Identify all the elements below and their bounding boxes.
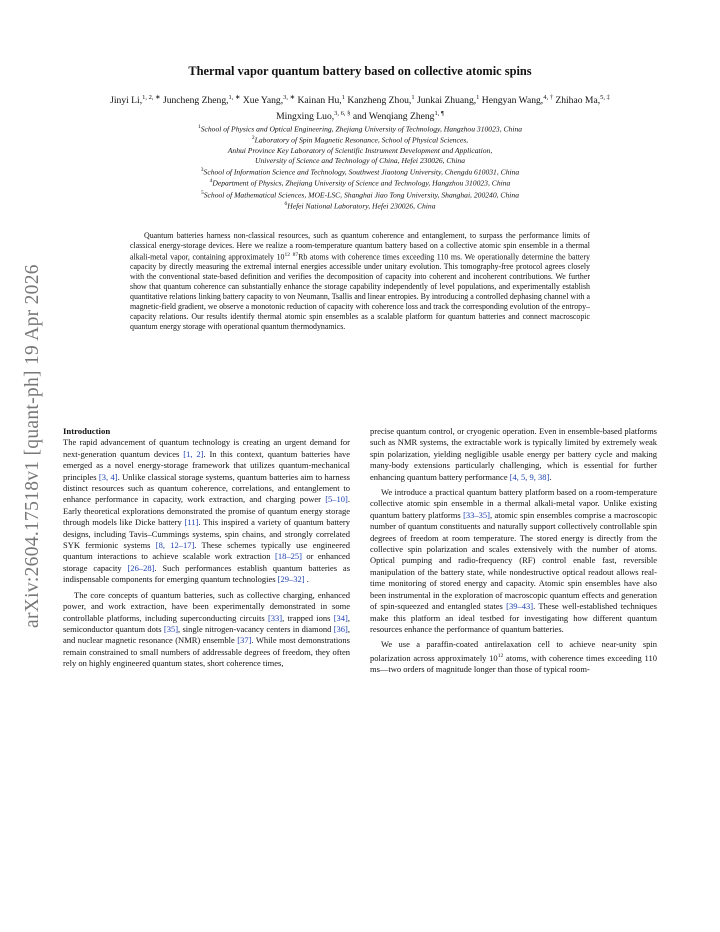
author-name: Zhihao Ma,: [555, 95, 601, 107]
author-name: Juncheng Zheng,: [162, 95, 229, 107]
abstract-text-2: Rb atoms with coherence times exceeding 110 ms. We operationally determine the battery capacity by directly measuring the extremal internal energies accessible under unitary evolution. This tomography-free protocol agrees closely with the conventional state-based definition and verifies the decomposition of capacity into coherent and incoherent contributions. We further show that quantum coherence can substantially enhance the storage capability independently of level populations, and experimentally establish quantitative relations linking battery capacity to von Neumann, Tsallis and linear entropies. By introducing a controlled dephasing channel with a magnetic-field gradient, we observe a monotonic reduction of capacity with coherence loss and track the corresponding evolution of the entropy–capacity relations. Our results identify thermal atomic spin ensembles as a scalable platform for quantum batteries and connect macroscopic quantum energy storage with operational quantum thermodynamics.: [130, 252, 590, 332]
paragraph-cell: [370, 639, 657, 675]
paragraph-intro-2: [63, 590, 350, 670]
author-name: Junkai Zhuang,: [416, 95, 477, 107]
affiliation-text: Anhui Province Key Laboratory of Scientific Instrument Development and Application,: [227, 145, 493, 155]
affiliation-text: Hefei National Laboratory, Hefei 230026, China: [287, 201, 436, 211]
body-text: or enhanced storage capacity: [63, 551, 350, 573]
affiliation-text: University of Science and Technology of China, Hefei 230026, China: [255, 155, 465, 165]
author-list: [110, 91, 610, 123]
paragraph-platform: [370, 487, 657, 635]
left-column: [63, 426, 350, 670]
author-affiliation-mark: 4, †: [543, 94, 553, 101]
author-affiliation-mark: 5, ‡: [600, 94, 610, 101]
abstract-text-1: Quantum batteries harness non-classical resources, such as quantum coherence and entanglement, to surpass the performance limits of classical energy-storage devices. Here we realize a room-temperature quantum battery based on a collective atomic spin ensemble in a thermal alkali-metal vapor, containing approximately 10: [130, 231, 590, 262]
citation-link[interactable]: [11]: [184, 517, 199, 528]
body-text: We use a paraffin-coated antirelaxation cell to achieve near-unity spin polarization across approximately 10: [370, 639, 657, 663]
affiliation-line: [100, 189, 620, 200]
affiliation-number: 5: [200, 189, 204, 196]
body-text: .: [549, 471, 552, 482]
author-name: and Wenqiang Zheng: [352, 111, 435, 123]
citation-link[interactable]: [39–43]: [506, 601, 534, 612]
body-text: The rapid advancement of quantum technology is creating an urgent demand for next-generation quantum devices: [63, 437, 350, 459]
body-text: . This inspired a variety of quantum battery designs, including Tavis–Cummings systems, spin chains, and strongly correlated SYK fermionic systems: [63, 517, 350, 551]
author-name: Jinyi Li,: [110, 95, 143, 107]
paragraph-intro-continued: [370, 426, 657, 483]
right-column: [370, 426, 657, 675]
body-text: atoms, with coherence times exceeding 110 ms—two orders of magnitude longer than those of typical room-: [370, 652, 657, 674]
affiliation-line: [100, 156, 620, 166]
affiliation-text: Laboratory of Spin Magnetic Resonance, School of Physical Sciences,: [254, 135, 469, 145]
citation-link[interactable]: [37]: [237, 635, 252, 646]
body-text: precise quantum control, or cryogenic operation. Even in ensemble-based platforms such as NMR systems, the extractable work is typically limited by extremely weak spin polarization, yielding negligible usable energy per battery cycle and making many-body extensions particularly challenging, which is essential for further enhancing quantum battery performance: [370, 426, 657, 482]
author-affiliation-mark: 3, ∗: [283, 94, 296, 101]
affiliation-number: 1: [197, 124, 201, 130]
affiliation-number: 4: [209, 178, 213, 185]
author-name: Mingxing Luo,: [276, 111, 335, 123]
author-affiliation-mark: 1, ¶: [434, 110, 444, 118]
affiliation-text: Department of Physics, Zhejiang University of Science and Technology, Hangzhou 310023, China: [212, 178, 511, 188]
author-affiliation-mark: 1: [476, 94, 480, 101]
affiliation-line: [100, 200, 620, 211]
body-text: . Such performances establish quantum batteries as indispensable components for emerging quantum technologies: [63, 562, 350, 585]
body-text: We introduce a practical quantum battery platform based on a room-temperature collective atomic spin ensemble in a thermal alkali-metal vapor. Unlike existing quantum battery platforms: [370, 487, 657, 520]
author-name: Xue Yang,: [242, 95, 284, 107]
affiliation-line: [100, 123, 620, 134]
affiliation-text: School of Physics and Optical Engineering, Zhejiang University of Technology, Hangzhou 310023, China: [200, 124, 523, 134]
citation-link[interactable]: [29–32]: [277, 574, 305, 585]
affiliation-text: School of Information Science and Technology, Southwest Jiaotong University, Chengdu 610031, China: [203, 167, 520, 177]
author-affiliation-mark: 1, 2, ∗: [142, 94, 161, 101]
body-text: . Early theoretical explorations demonstrated the promise of quantum energy storage through models like Dicke battery: [63, 494, 350, 528]
citation-link[interactable]: [26–28]: [127, 562, 155, 573]
body-text: , trapped ions: [282, 612, 334, 623]
abstract-exponent: 12: [284, 251, 290, 258]
affiliation-number: 6: [284, 201, 288, 207]
body-text: . In this context, quantum batteries have emerged as a novel energy-storage framework that utilizes quantum-mechanical principles: [63, 448, 350, 482]
author-affiliation-mark: 1: [411, 94, 415, 101]
author-name: Kainan Hu,: [297, 95, 342, 107]
body-text: , and nuclear magnetic resonance (NMR) ensemble: [63, 623, 350, 646]
author-name: Hengyan Wang,: [481, 95, 544, 107]
paragraph-intro-1: [63, 437, 350, 584]
author-affiliation-mark: 1, ∗: [228, 94, 241, 101]
citation-link[interactable]: [1, 2]: [183, 448, 204, 459]
affiliation-line: [100, 166, 620, 177]
affiliation-list: [100, 123, 620, 211]
affiliation-number: 2: [251, 135, 255, 142]
affiliation-line: [100, 134, 620, 145]
body-text: . While most demonstrations remain constrained to small numbers of addressable degrees of freedom, they often rely on highly engineered quantum states, short coherence times,: [63, 635, 350, 669]
body-text: The core concepts of quantum batteries, such as collective charging, enhanced power, and work extraction, have been experimentally demonstrated in some controllable platforms, including superconducting circuits: [63, 589, 350, 623]
citation-link[interactable]: [35]: [163, 623, 179, 634]
affiliation-text: School of Mathematical Sciences, MOE-LSC, Shanghai Jiao Tong University, Shanghai, 200240, China: [203, 190, 519, 200]
body-text: . Unlike classical storage systems, quantum batteries aim to harness distinct resources such as quantum coherence, correlations, and entanglement to enhance performance in capacity, work extraction, and charging power: [63, 471, 350, 505]
section-heading-introduction: Introduction: [63, 426, 111, 436]
abstract: [130, 231, 590, 332]
arxiv-identifier[interactable]: arXiv:2604.17518v1 [quant-ph] 19 Apr 2026: [22, 264, 43, 628]
author-affiliation-mark: 1: [341, 94, 345, 101]
citation-link[interactable]: [4, 5, 9, 38]: [509, 471, 550, 482]
body-text: .: [304, 574, 309, 585]
affiliation-number: 3: [200, 166, 204, 173]
citation-link[interactable]: [33–35]: [463, 509, 490, 520]
affiliation-line: [100, 177, 620, 188]
affiliation-line: [100, 146, 620, 156]
citation-link[interactable]: [34]: [333, 612, 348, 623]
citation-link[interactable]: [5–10]: [325, 494, 348, 505]
body-text: , single nitrogen-vacancy centers in diamond: [178, 623, 334, 634]
body-text: . These well-established techniques make this platform an ideal testbed for investigating how different quantum resources enhance the performance of quantum batteries.: [370, 601, 657, 634]
citation-link[interactable]: [8, 12–17]: [155, 540, 195, 551]
author-name: Kanzheng Zhou,: [347, 95, 412, 107]
abstract-isotope: 87: [292, 251, 299, 258]
paper-title: Thermal vapor quantum battery based on collective atomic spins: [188, 64, 532, 78]
body-text: , atomic spin ensembles comprise a macroscopic number of quantum constituents and naturally support collectively controllable spin degrees of freedom at room temperature. The stored energy is directly from the collective spin polarization and scales extensively with the number of atoms. Optical pumping and radio-frequency (RF) control enable fast, reversible manipulation of the battery state, while nondestructive optical readout allows real-time monitoring of stored energy and capacity. Atomic spin ensembles have also been instrumental in the exploration of macroscopic quantum effects and generation of spin-squeezed and entangled states: [370, 509, 658, 612]
citation-link[interactable]: [33]: [267, 612, 283, 623]
body-text: , semiconductor quantum dots: [63, 612, 350, 634]
citation-link[interactable]: [18–25]: [274, 551, 302, 562]
citation-link[interactable]: [36]: [333, 623, 348, 634]
citation-link[interactable]: [3, 4]: [98, 471, 118, 482]
author-affiliation-mark: 3, 6, §: [334, 110, 351, 118]
body-text: . These schemes typically use engineered quantum interactions to achieve scalable work extraction: [63, 540, 350, 562]
superscript: 12: [497, 652, 504, 659]
